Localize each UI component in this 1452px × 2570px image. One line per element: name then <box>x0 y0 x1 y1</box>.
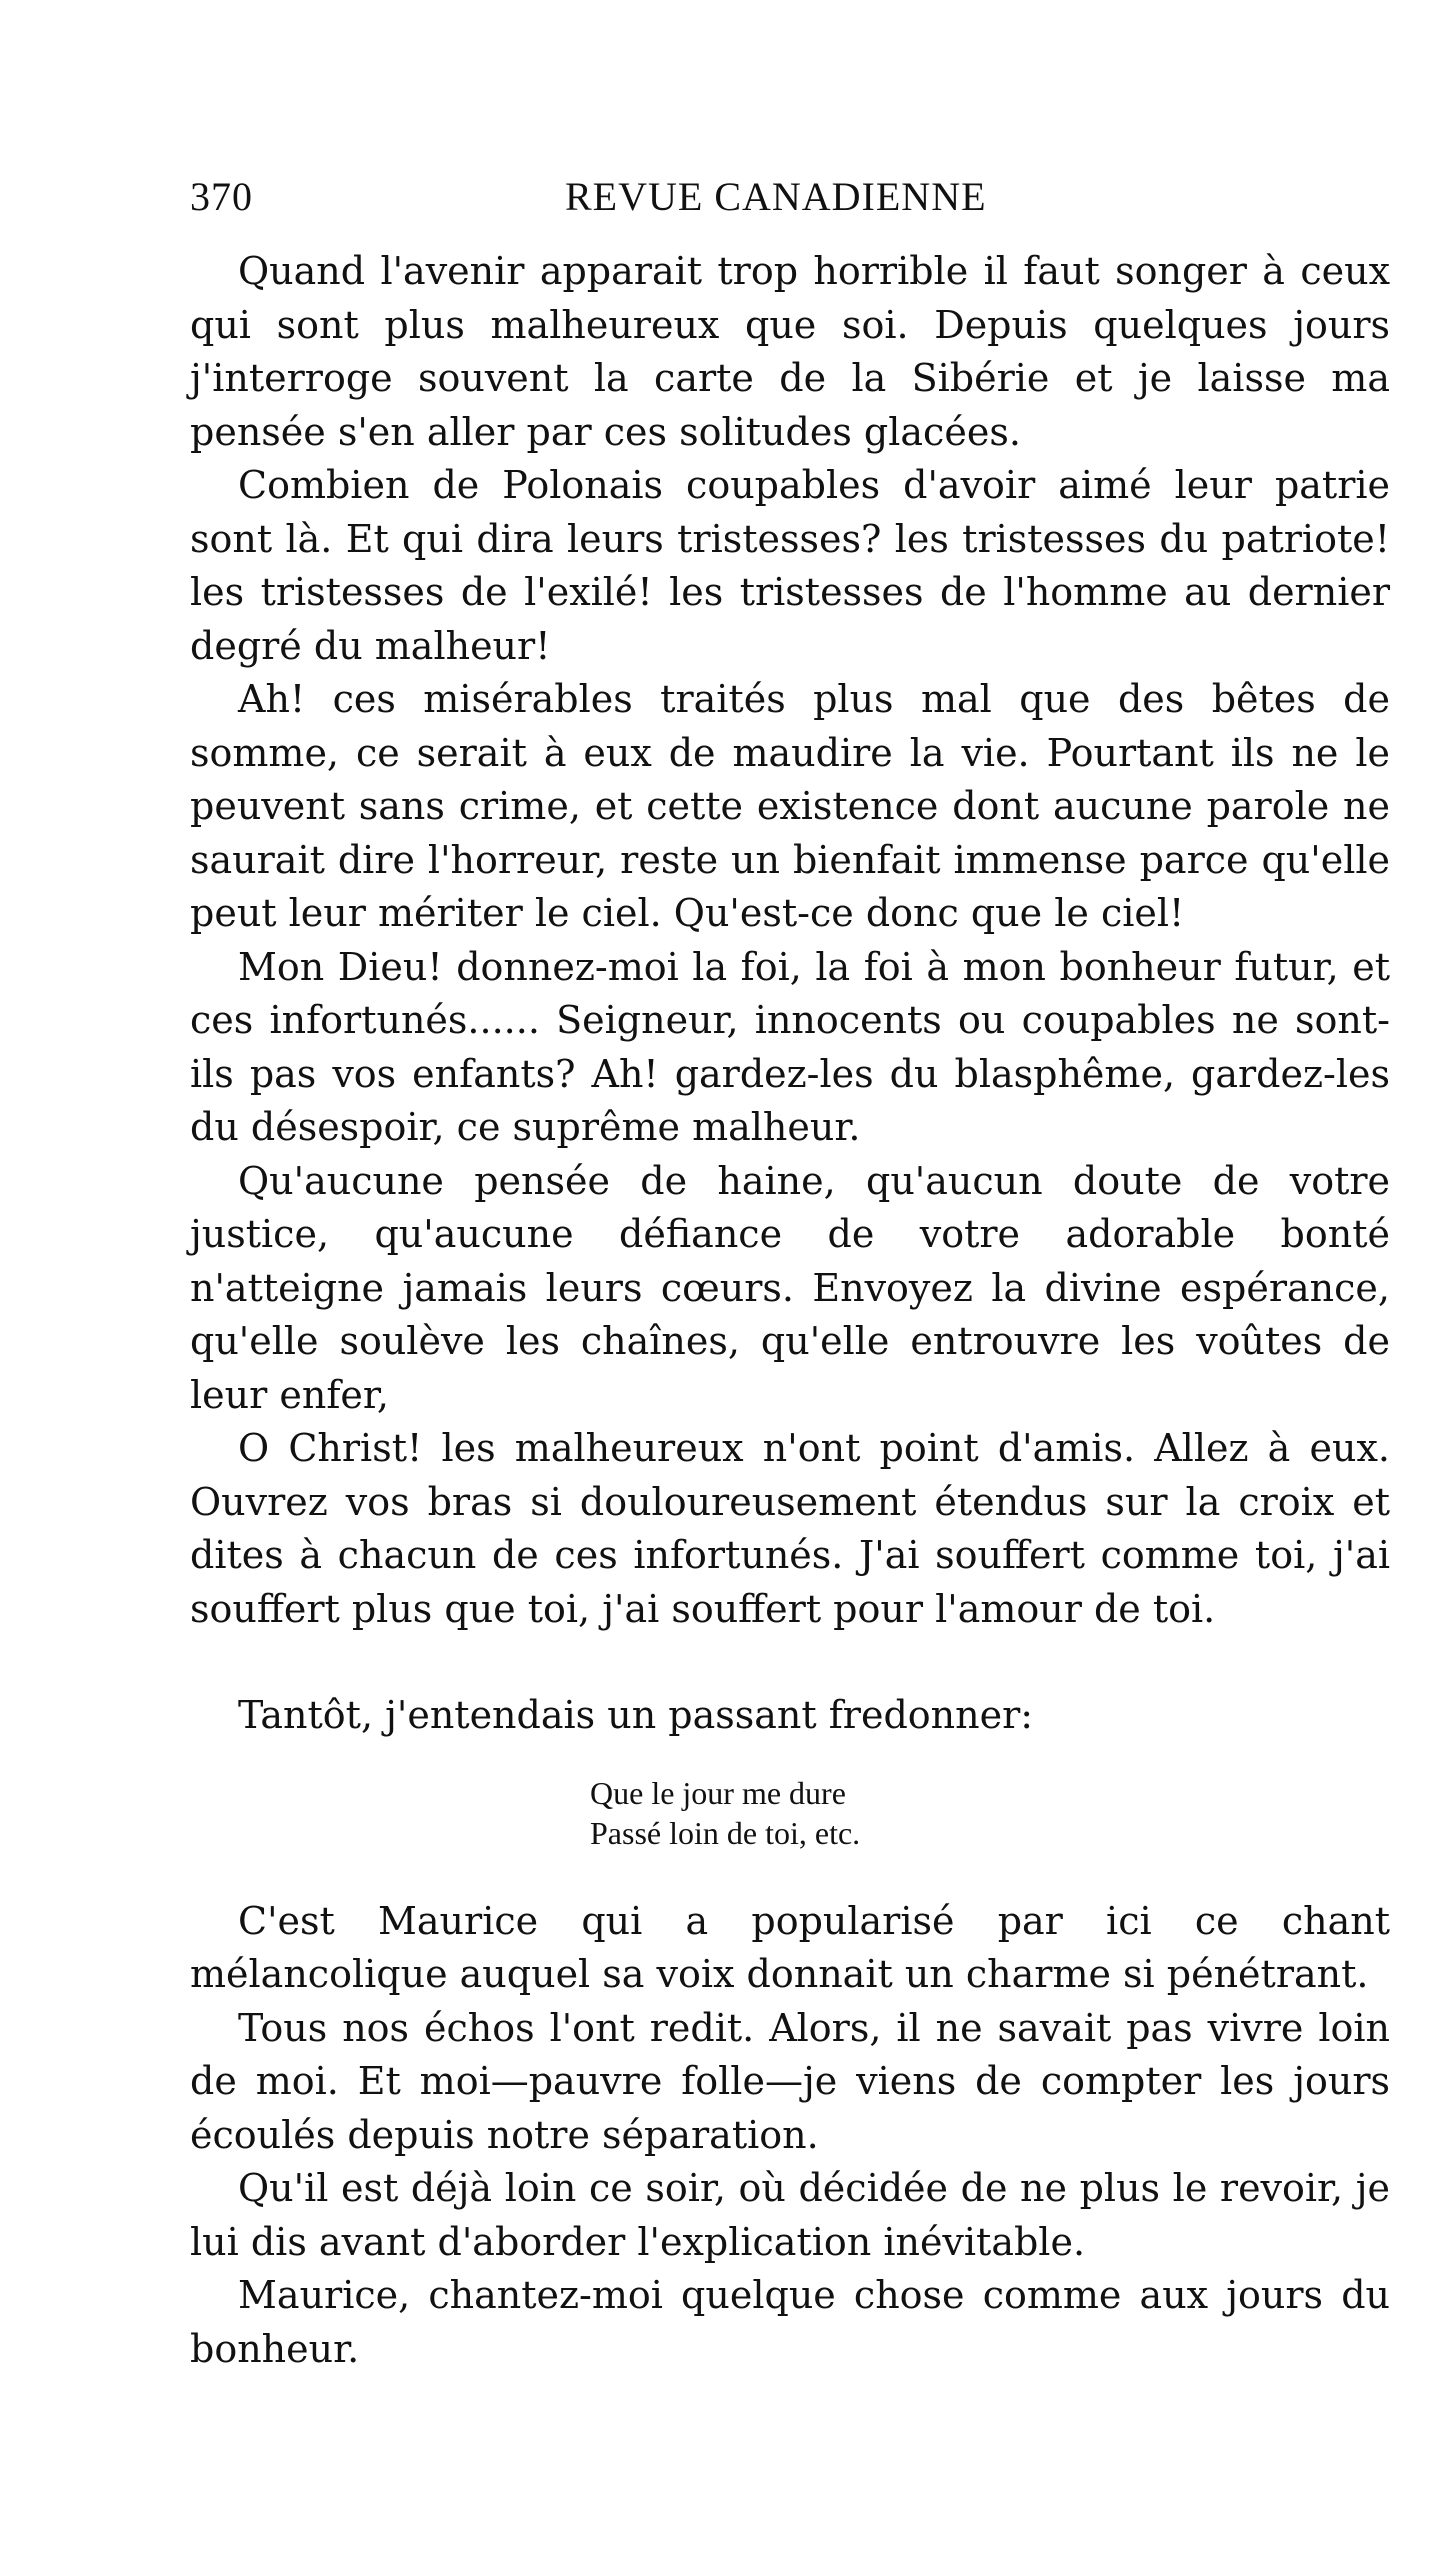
paragraph: C'est Maurice qui a popularisé par ici ce chant mélancolique auquel sa voix donnait un charme si pénétrant. <box>190 1898 1390 1996</box>
body-text <box>190 245 1390 2376</box>
verse-line: Que le jour me dure <box>590 1774 846 1811</box>
running-head <box>190 165 1390 225</box>
page-number: 370 <box>190 174 253 219</box>
paragraph: Tous nos échos l'ont redit. Alors, il ne savait pas vivre loin de moi. Et moi—pauvre folle—je viens de compter les jours écoulés depuis notre séparation. <box>190 2005 1390 2157</box>
paragraph: Quand l'avenir apparait trop horrible il faut songer à ceux qui sont plus malheureux que soi. Depuis quelques jours j'interroge souvent la carte de la Sibérie et je laisse ma pensée s'en aller par ces solitudes glacées. <box>190 249 1390 454</box>
verse-line: Passé loin de toi, etc. <box>590 1814 861 1851</box>
paragraph: Tantôt, j'entendais un passant fredonner: <box>238 1693 1034 1737</box>
paragraph: O Christ! les malheureux n'ont point d'amis. Allez à eux. Ouvrez vos bras si douloureusement étendus sur la croix et dites à chacun de ces infortunés. J'ai souffert comme toi, j'ai souffert plus que toi, j'ai souffert pour l'amour de toi. <box>190 1426 1390 1631</box>
song-quotation <box>590 1773 1390 1853</box>
paragraph: Qu'aucune pensée de haine, qu'aucun doute de votre justice, qu'aucune défiance de votre adorable bonté n'atteigne jamais leurs cœurs. Envoyez la divine espérance, qu'elle soulève les chaînes, qu'elle entrouvre les voûtes de leur enfer, <box>190 1158 1390 1417</box>
paragraph: Qu'il est déjà loin ce soir, où décidée de ne plus le revoir, je lui dis avant d'aborder l'explication inévitable. <box>190 2166 1390 2264</box>
paragraph: Mon Dieu! donnez-moi la foi, la foi à mon bonheur futur, et ces infortunés...... Seigneur, innocents ou coupables ne sont-ils pas vos enfants? Ah! gardez-les du blasphême, gardez-les du désespoir, ce suprême malheur. <box>190 944 1390 1149</box>
paragraph: Combien de Polonais coupables d'avoir aimé leur patrie sont là. Et qui dira leurs tristesses? les tristesses du patriote! les tristesses de l'exilé! les tristesses de l'homme au dernier degré du malheur! <box>190 463 1390 668</box>
journal-title: REVUE CANADIENNE <box>565 174 987 219</box>
book-page <box>190 165 1390 2376</box>
paragraph: Maurice, chantez-moi quelque chose comme aux jours du bonheur. <box>190 2273 1390 2371</box>
paragraph: Ah! ces misérables traités plus mal que des bêtes de somme, ce serait à eux de maudire la vie. Pourtant ils ne le peuvent sans crime, et cette existence dont aucune parole ne saurait dire l'horreur, reste un bienfait immense parce qu'elle peut leur mériter le ciel. Qu'est-ce donc que le ciel! <box>190 677 1390 935</box>
